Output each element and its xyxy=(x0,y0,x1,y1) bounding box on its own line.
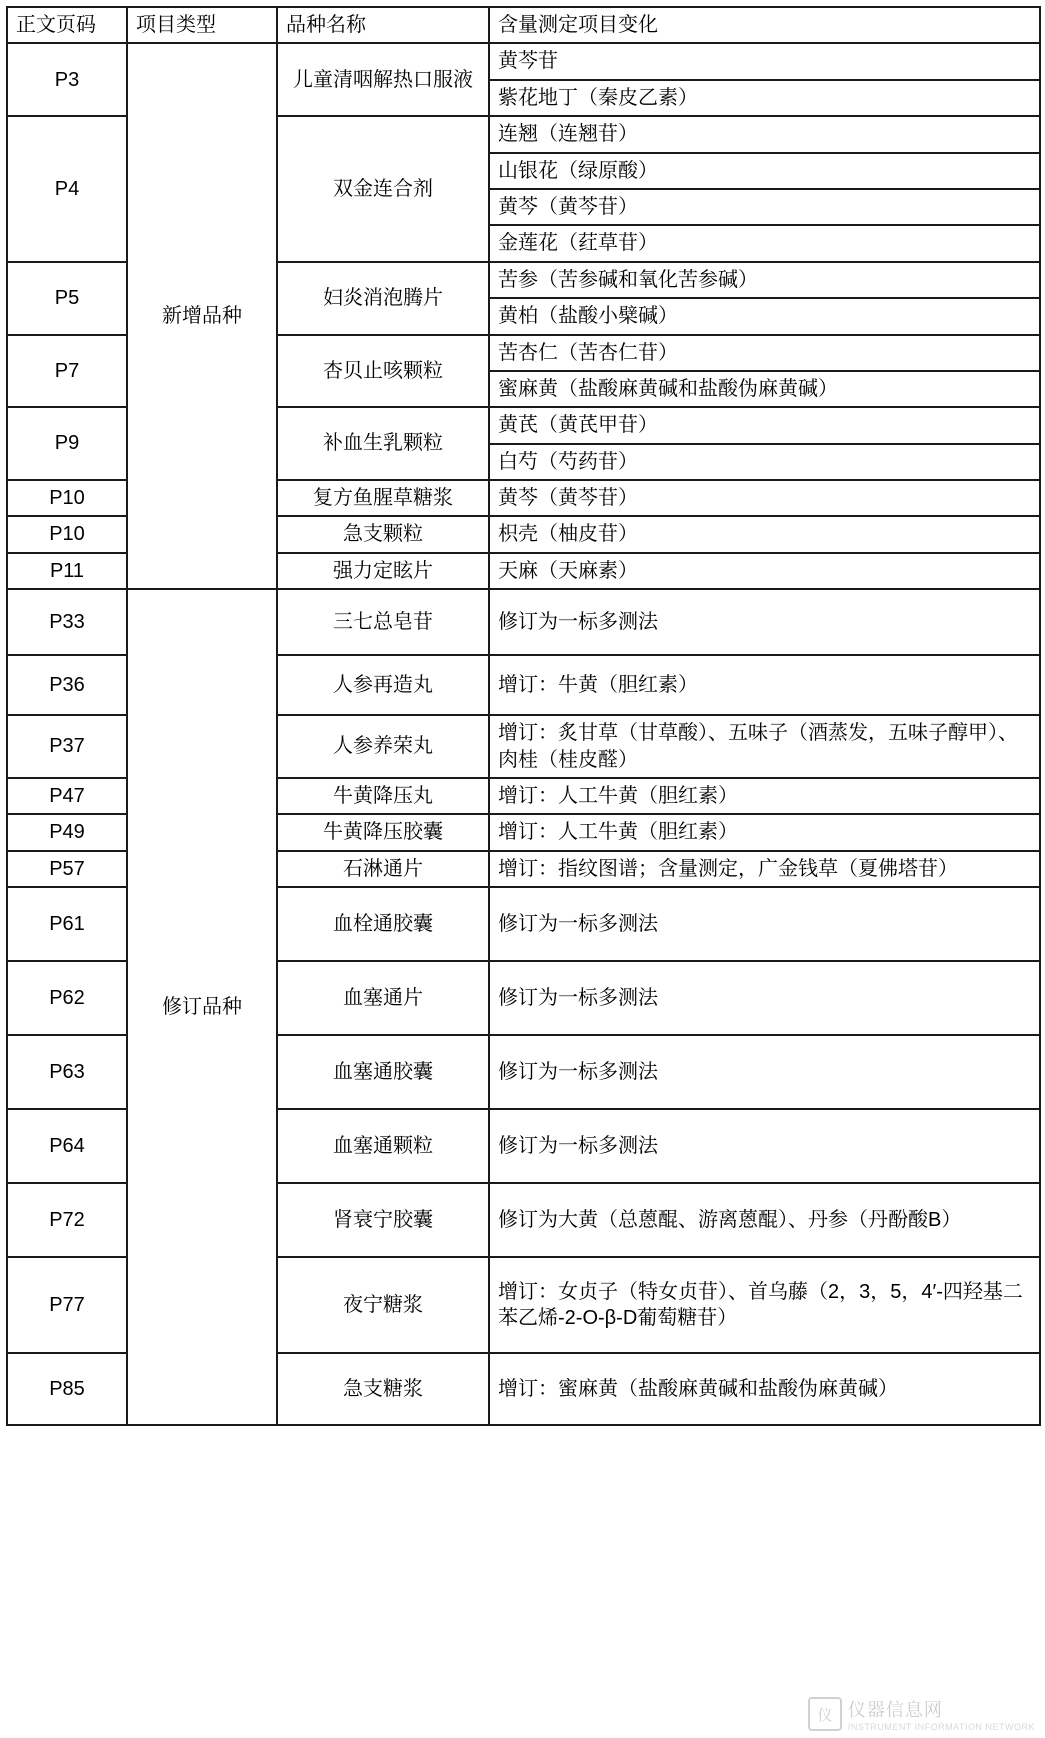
table-row xyxy=(7,589,1040,655)
watermark-logo-icon: 仪 xyxy=(808,1697,842,1731)
watermark xyxy=(808,1696,1035,1732)
watermark-title: 仪器信息网 xyxy=(847,1700,943,1720)
cell-name: 强力定眩片 xyxy=(277,553,489,589)
cell-name: 石淋通片 xyxy=(277,851,489,887)
content-change-table xyxy=(6,6,1041,1426)
cell-change: 连翘（连翘苷） xyxy=(489,116,1040,152)
cell-change: 修订为一标多测法 xyxy=(489,887,1040,961)
cell-page: P9 xyxy=(7,407,127,480)
cell-change: 黄芪（黄芪甲苷） xyxy=(489,407,1040,443)
cell-name: 人参再造丸 xyxy=(277,655,489,715)
cell-name: 三七总皂苷 xyxy=(277,589,489,655)
cell-page: P5 xyxy=(7,262,127,335)
watermark-text xyxy=(848,1696,1035,1732)
cell-page: P47 xyxy=(7,778,127,814)
cell-change: 紫花地丁（秦皮乙素） xyxy=(489,80,1040,116)
cell-page: P49 xyxy=(7,814,127,850)
cell-name: 肾衰宁胶囊 xyxy=(277,1183,489,1257)
cell-page: P4 xyxy=(7,116,127,262)
cell-page: P33 xyxy=(7,589,127,655)
cell-name: 血栓通胶囊 xyxy=(277,887,489,961)
cell-change: 增订：蜜麻黄（盐酸麻黄碱和盐酸伪麻黄碱） xyxy=(489,1353,1040,1425)
cell-change: 增订：人工牛黄（胆红素） xyxy=(489,814,1040,850)
cell-name: 急支糖浆 xyxy=(277,1353,489,1425)
cell-page: P11 xyxy=(7,553,127,589)
cell-change: 增订：牛黄（胆红素） xyxy=(489,655,1040,715)
cell-page: P10 xyxy=(7,480,127,516)
cell-change: 增订：人工牛黄（胆红素） xyxy=(489,778,1040,814)
cell-name: 血塞通胶囊 xyxy=(277,1035,489,1109)
cell-change: 黄芩（黄芩苷） xyxy=(489,480,1040,516)
cell-page: P10 xyxy=(7,516,127,552)
cell-name: 血塞通颗粒 xyxy=(277,1109,489,1183)
cell-page: P3 xyxy=(7,43,127,116)
cell-page: P63 xyxy=(7,1035,127,1109)
cell-page: P37 xyxy=(7,715,127,778)
table-row xyxy=(7,43,1040,79)
cell-page: P64 xyxy=(7,1109,127,1183)
table-header-row xyxy=(7,7,1040,43)
cell-page: P61 xyxy=(7,887,127,961)
cell-page: P62 xyxy=(7,961,127,1035)
cell-change: 增订：炙甘草（甘草酸）、五味子（酒蒸发，五味子醇甲）、肉桂（桂皮醛） xyxy=(489,715,1040,778)
column-header-name: 品种名称 xyxy=(277,7,489,43)
cell-change: 白芍（芍药苷） xyxy=(489,444,1040,480)
cell-page: P7 xyxy=(7,335,127,408)
cell-type: 修订品种 xyxy=(127,589,277,1425)
cell-name: 双金连合剂 xyxy=(277,116,489,262)
cell-name: 补血生乳颗粒 xyxy=(277,407,489,480)
cell-name: 杏贝止咳颗粒 xyxy=(277,335,489,408)
cell-page: P72 xyxy=(7,1183,127,1257)
cell-change: 苦杏仁（苦杏仁苷） xyxy=(489,335,1040,371)
cell-name: 牛黄降压丸 xyxy=(277,778,489,814)
column-header-type: 项目类型 xyxy=(127,7,277,43)
column-header-change: 含量测定项目变化 xyxy=(489,7,1040,43)
cell-change: 修订为一标多测法 xyxy=(489,961,1040,1035)
cell-name: 牛黄降压胶囊 xyxy=(277,814,489,850)
cell-change: 增订：指纹图谱；含量测定，广金钱草（夏佛塔苷） xyxy=(489,851,1040,887)
cell-type: 新增品种 xyxy=(127,43,277,589)
cell-page: P85 xyxy=(7,1353,127,1425)
cell-name: 血塞通片 xyxy=(277,961,489,1035)
cell-name: 夜宁糖浆 xyxy=(277,1257,489,1353)
column-header-page: 正文页码 xyxy=(7,7,127,43)
cell-name: 急支颗粒 xyxy=(277,516,489,552)
cell-change: 黄芩苷 xyxy=(489,43,1040,79)
cell-change: 枳壳（柚皮苷） xyxy=(489,516,1040,552)
table-body xyxy=(7,43,1040,1425)
watermark-subtitle: INSTRUMENT INFORMATION NETWORK xyxy=(847,1722,1035,1732)
cell-change: 修订为一标多测法 xyxy=(489,1109,1040,1183)
cell-change: 黄柏（盐酸小檗碱） xyxy=(489,298,1040,334)
cell-change: 蜜麻黄（盐酸麻黄碱和盐酸伪麻黄碱） xyxy=(489,371,1040,407)
cell-name: 人参养荣丸 xyxy=(277,715,489,778)
cell-change: 山银花（绿原酸） xyxy=(489,153,1040,189)
cell-name: 复方鱼腥草糖浆 xyxy=(277,480,489,516)
table-header xyxy=(7,7,1040,43)
cell-change: 黄芩（黄芩苷） xyxy=(489,189,1040,225)
cell-change: 天麻（天麻素） xyxy=(489,553,1040,589)
cell-change: 增订：女贞子（特女贞苷）、首乌藤（2，3，5，4′-四羟基二苯乙烯-2-O-β-D葡萄糖苷） xyxy=(489,1257,1040,1353)
cell-name: 儿童清咽解热口服液 xyxy=(277,43,489,116)
cell-page: P77 xyxy=(7,1257,127,1353)
cell-change: 修订为一标多测法 xyxy=(489,1035,1040,1109)
cell-change: 修订为大黄（总蒽醌、游离蒽醌）、丹参（丹酚酸B） xyxy=(489,1183,1040,1257)
cell-change: 修订为一标多测法 xyxy=(489,589,1040,655)
cell-change: 苦参（苦参碱和氧化苦参碱） xyxy=(489,262,1040,298)
cell-page: P36 xyxy=(7,655,127,715)
cell-page: P57 xyxy=(7,851,127,887)
cell-change: 金莲花（荭草苷） xyxy=(489,225,1040,261)
cell-name: 妇炎消泡腾片 xyxy=(277,262,489,335)
